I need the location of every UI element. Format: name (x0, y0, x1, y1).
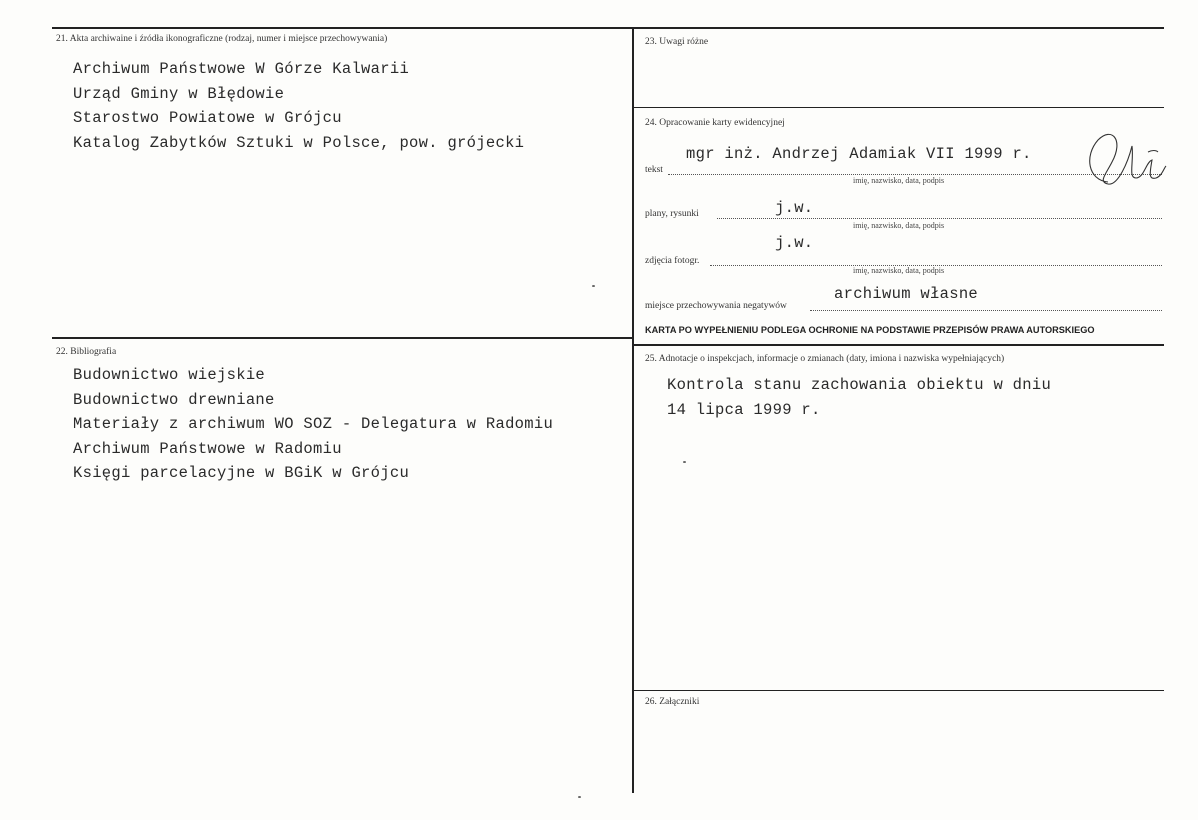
archive-entry: Katalog Zabytków Sztuki w Polsce, pow. grójecki (73, 133, 525, 152)
section-25-entries (667, 373, 1051, 422)
middle-rule-right (632, 344, 1164, 346)
plany-label: plany, rysunki (645, 209, 699, 219)
bibliography-entry: Księgi parcelacyjne w BGiK w Grójcu (73, 464, 410, 482)
bibliography-entry: Materiały z archiwum WO SOZ - Delegatura w Radomiu (73, 415, 554, 433)
negatywy-label: miejsce przechowywania negatywów (645, 301, 787, 311)
section-21-entries (73, 57, 524, 155)
archive-entry: Archiwum Państwowe W Górze Kalwarii (73, 60, 410, 78)
negatywy-value: archiwum własne (834, 285, 979, 303)
annotation-entry: Kontrola stanu zachowania obiektu w dniu (667, 376, 1052, 394)
plany-line (717, 218, 1162, 219)
tekst-label: tekst (645, 165, 663, 175)
rule-26 (632, 690, 1164, 691)
archive-entry: Urząd Gminy w Błędowie (73, 84, 285, 103)
zdjecia-label: zdjęcia fotogr. (645, 256, 700, 266)
tekst-caption: imię, nazwisko, data, podpis (853, 176, 945, 185)
zdjecia-caption: imię, nazwisko, data, podpis (853, 266, 945, 275)
bibliography-entry: Budownictwo wiejskie (73, 366, 266, 384)
tekst-value: mgr inż. Andrzej Adamiak VII 1999 r. (686, 145, 1032, 163)
middle-rule-left (52, 337, 633, 339)
vertical-divider (632, 27, 634, 793)
top-rule (52, 27, 1164, 29)
section-25-label: 25. Adnotacje o inspekcjach, informacje o zmianach (daty, imiona i nazwiska wypełniających) (645, 354, 1005, 364)
section-22-entries (73, 363, 553, 486)
copyright-notice: KARTA PO WYPEŁNIENIU PODLEGA OCHRONIE NA PODSTAWIE PRZEPISÓW PRAWA AUTORSKIEGO (645, 325, 1095, 335)
bibliography-entry: Budownictwo drewniane (73, 390, 275, 409)
section-23-label: 23. Uwagi różne (645, 37, 709, 47)
archive-entry: Starostwo Powiatowe w Grójcu (73, 109, 342, 127)
annotation-entry: 14 lipca 1999 r. (667, 400, 821, 419)
section-22-label: 22. Bibliografia (56, 347, 117, 357)
section-21-label: 21. Akta archiwaine i źródła ikonograficzne (rodzaj, numer i miejsce przechowywania) (56, 34, 388, 44)
rule-24 (632, 107, 1164, 108)
plany-caption: imię, nazwisko, data, podpis (853, 221, 945, 230)
zdjecia-value: j.w. (775, 234, 814, 252)
bibliography-entry: Archiwum Państwowe w Radomiu (73, 439, 342, 458)
scan-speck (578, 796, 581, 798)
plany-value: j.w. (775, 199, 814, 217)
scan-speck (683, 461, 686, 463)
scan-speck (592, 285, 595, 287)
handwritten-signature (1078, 122, 1168, 194)
negatywy-line (810, 310, 1162, 311)
section-24-label: 24. Opracowanie karty ewidencyjnej (645, 118, 785, 128)
section-26-label: 26. Załączniki (645, 697, 700, 707)
